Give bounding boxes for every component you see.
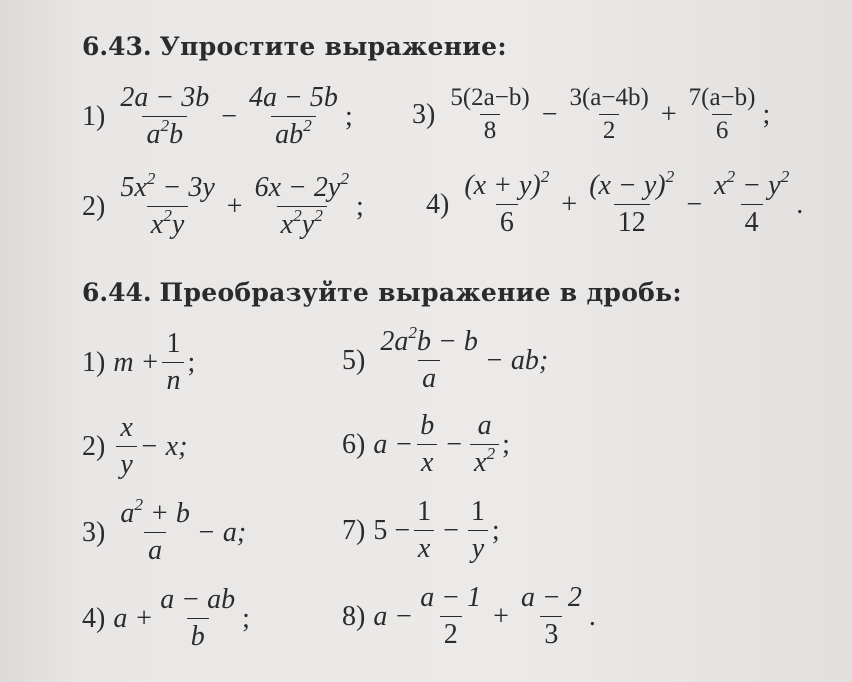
fraction — [416, 410, 438, 479]
terminator: . — [588, 600, 596, 632]
fraction — [710, 166, 793, 239]
fraction — [565, 84, 652, 145]
numerator: $5x^2 - 3y$ — [120, 168, 215, 203]
denominator: $a^2b$ — [142, 116, 187, 151]
problem-label: 3) — [82, 516, 106, 548]
numerator: 2a − 3b — [120, 82, 210, 113]
fraction — [460, 166, 553, 239]
operator: − — [541, 98, 558, 130]
problem-label: 4) — [82, 602, 106, 634]
denominator: y — [116, 446, 136, 481]
fraction — [685, 84, 760, 145]
numerator: 5(2a−b) — [450, 84, 530, 111]
problem-643-1 — [82, 82, 353, 151]
problem-label: 6) — [342, 428, 366, 460]
denominator: y — [468, 530, 488, 565]
problem-643-2 — [82, 168, 364, 241]
numerator: b — [420, 410, 435, 441]
terminator: ; — [242, 602, 250, 634]
fraction — [162, 328, 184, 397]
denominator: n — [162, 362, 184, 397]
terminator: . — [796, 188, 804, 220]
denominator: $x^2y$ — [147, 206, 189, 241]
numerator: $x^2 - y^2$ — [714, 166, 790, 201]
problem-label: 8) — [342, 600, 366, 632]
numerator: a — [477, 410, 492, 441]
denominator: a — [418, 360, 440, 395]
denominator: 3 — [540, 616, 562, 651]
problem-643-4 — [426, 166, 804, 239]
prefix: a + — [113, 602, 154, 634]
numerator: $(x + y)^2$ — [464, 166, 550, 201]
problem-label: 2) — [82, 190, 106, 222]
numerator: $a^2 + b$ — [120, 494, 190, 529]
terminator: ; — [491, 514, 500, 546]
numerator: 1 — [470, 496, 485, 527]
numerator: 7(a−b) — [688, 84, 756, 111]
fraction — [116, 494, 194, 567]
fraction — [116, 82, 213, 151]
section-title: Преобразуйте выражение в дробь: — [159, 278, 682, 307]
problem-644-5 — [342, 322, 549, 395]
operator: + — [493, 600, 509, 632]
numerator: a − 1 — [420, 582, 482, 613]
prefix: 5 − — [373, 514, 411, 546]
fraction — [156, 584, 239, 653]
problem-label: 1) — [82, 346, 106, 378]
terminator: ; — [187, 346, 196, 378]
problem-label: 3) — [412, 98, 436, 130]
operator: − — [221, 100, 238, 132]
denominator: 12 — [614, 204, 650, 239]
problem-644-1 — [82, 328, 195, 397]
section-number: 6.44. — [82, 278, 152, 307]
terminator: ; — [356, 190, 364, 222]
fraction — [416, 582, 485, 651]
denominator: 6 — [496, 204, 518, 239]
denominator: 4 — [741, 204, 763, 239]
prefix: m + — [113, 346, 160, 378]
section-643-heading — [82, 32, 507, 61]
operator: + — [561, 188, 578, 220]
problem-644-2 — [82, 412, 187, 481]
numerator: 3(a−4b) — [569, 84, 649, 111]
numerator: a − 2 — [520, 582, 582, 613]
operator: − — [446, 428, 463, 460]
problem-644-3 — [82, 494, 247, 567]
problem-644-4 — [82, 584, 250, 653]
problem-label: 5) — [342, 344, 366, 376]
section-number: 6.43. — [82, 32, 152, 61]
terminator: ; — [344, 100, 353, 132]
denominator: b — [187, 618, 209, 653]
fraction — [467, 496, 489, 565]
fraction — [245, 82, 342, 151]
numerator: 4a − 5b — [249, 82, 338, 113]
denominator: 2 — [440, 616, 462, 651]
fraction — [376, 322, 482, 395]
denominator: x — [414, 530, 434, 565]
problem-label: 7) — [342, 514, 366, 546]
problem-label: 4) — [426, 188, 450, 220]
denominator: $x^2$ — [470, 444, 499, 479]
numerator: 1 — [417, 496, 432, 527]
prefix: a − — [373, 428, 414, 460]
fraction — [116, 412, 136, 481]
denominator: 8 — [480, 114, 501, 145]
section-644-heading — [82, 278, 682, 307]
prefix: a − — [373, 600, 414, 632]
numerator: a − ab — [160, 584, 236, 615]
numerator: $6x - 2y^2$ — [254, 168, 350, 203]
terminator: ; — [502, 428, 510, 460]
problem-label: 1) — [82, 100, 106, 132]
section-title: Упростите выражение: — [159, 32, 507, 61]
denominator: $x^2y^2$ — [277, 206, 327, 241]
denominator: x — [417, 444, 437, 479]
denominator: $ab^2$ — [271, 116, 316, 151]
fraction — [413, 496, 435, 565]
fraction — [517, 582, 586, 651]
problem-644-6 — [342, 410, 510, 479]
denominator: 6 — [712, 114, 733, 145]
numerator: $2a^2b - b$ — [380, 322, 478, 357]
operator: + — [660, 98, 677, 130]
suffix: − x; — [139, 430, 188, 462]
fraction — [585, 166, 678, 239]
problem-643-3 — [412, 84, 770, 145]
problem-label: 2) — [82, 430, 106, 462]
fraction — [251, 168, 353, 241]
operator: + — [226, 190, 243, 222]
operator: − — [686, 188, 703, 220]
fraction — [116, 168, 218, 241]
fraction — [470, 410, 499, 479]
denominator: 2 — [599, 114, 620, 145]
problem-644-8 — [342, 582, 596, 651]
denominator: a — [144, 532, 166, 567]
numerator: $(x - y)^2$ — [589, 166, 675, 201]
numerator: x — [120, 412, 133, 443]
suffix: − a; — [196, 516, 247, 548]
terminator: ; — [762, 98, 771, 130]
suffix: − ab; — [484, 344, 549, 376]
problem-644-7 — [342, 496, 500, 565]
operator: − — [443, 514, 459, 546]
fraction — [446, 84, 533, 145]
numerator: 1 — [166, 328, 181, 359]
